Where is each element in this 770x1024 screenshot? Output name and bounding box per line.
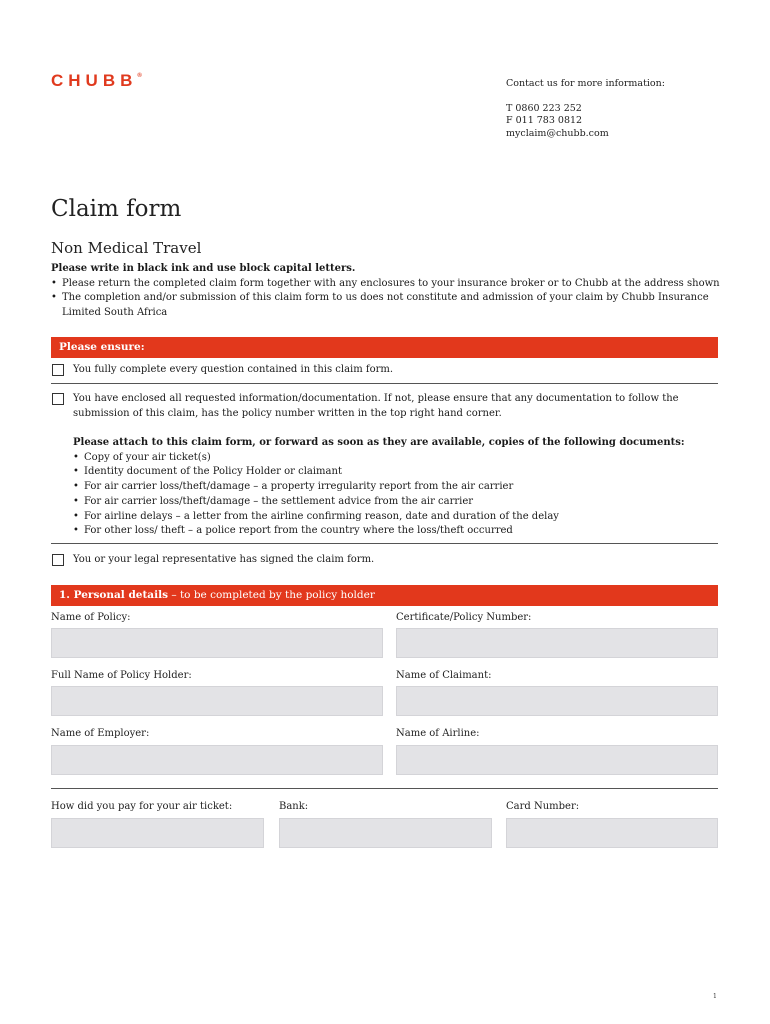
contact-email[interactable]: myclaim@chubb.com xyxy=(506,127,609,139)
attach-item: • For airline delays – a letter from the airline confirming reason, date and duration of the delay xyxy=(73,510,718,525)
policy-number-field[interactable] xyxy=(396,628,718,658)
policy-name-label: Name of Policy: xyxy=(51,612,131,623)
instruction-text: Please write in black ink and use block capital letters. xyxy=(51,263,356,274)
employer-name-label: Name of Employer: xyxy=(51,728,150,739)
claimant-name-field[interactable] xyxy=(396,686,718,716)
ensure-item-text: You or your legal representative has signed the claim form. xyxy=(73,554,375,565)
holder-name-field[interactable] xyxy=(51,686,383,716)
contact-block xyxy=(506,78,665,140)
contact-heading: Contact us for more information: xyxy=(506,78,665,89)
intro-block xyxy=(51,262,721,320)
registered-mark: ® xyxy=(137,73,142,79)
divider xyxy=(51,543,718,544)
chubb-logo xyxy=(51,71,142,91)
page-number: 1 xyxy=(713,993,717,1000)
section-personal-details-bar xyxy=(51,585,718,606)
card-number-field[interactable] xyxy=(506,818,718,848)
ensure-item-text: You have enclosed all requested information/documentation. If not, please ensure that any documentation to follow the submission of this claim, has the policy number written in the top right hand corner. xyxy=(73,393,679,419)
checkbox[interactable] xyxy=(52,364,64,376)
attach-heading: Please attach to this claim form, or forward as soon as they are available, copies of the following documents: xyxy=(73,437,685,448)
logo-text: CHUBB xyxy=(51,71,138,90)
attach-item: • For other loss/ theft – a police report from the country where the loss/theft occurred xyxy=(73,524,718,539)
ensure-item-text: You fully complete every question contained in this claim form. xyxy=(73,364,394,375)
ensure-item-signed xyxy=(51,553,718,568)
payment-method-label: How did you pay for your air ticket: xyxy=(51,801,233,812)
attach-item: • Copy of your air ticket(s) xyxy=(73,451,718,466)
ensure-header-bar xyxy=(51,337,718,358)
contact-phone: T 0860 223 252 xyxy=(506,102,582,114)
divider xyxy=(51,788,718,789)
page-title: Claim form xyxy=(51,196,182,222)
airline-name-field[interactable] xyxy=(396,745,718,775)
claimant-name-label: Name of Claimant: xyxy=(396,670,492,681)
policy-number-label: Certificate/Policy Number: xyxy=(396,612,532,623)
card-number-label: Card Number: xyxy=(506,801,580,812)
airline-name-label: Name of Airline: xyxy=(396,728,480,739)
page-subtitle: Non Medical Travel xyxy=(51,239,202,257)
intro-bullet: • Please return the completed claim form together with any enclosures to your insurance broker or to Chubb at the address shown xyxy=(51,277,721,292)
ensure-item-documents xyxy=(51,392,718,421)
ensure-heading: Please ensure: xyxy=(59,341,145,353)
policy-name-field[interactable] xyxy=(51,628,383,658)
divider xyxy=(51,383,718,384)
section-subtitle: – to be completed by the policy holder xyxy=(171,589,375,601)
contact-fax: F 011 783 0812 xyxy=(506,115,583,126)
bank-label: Bank: xyxy=(279,801,309,812)
checkbox[interactable] xyxy=(52,393,64,405)
attach-item: • Identity document of the Policy Holder or claimant xyxy=(73,465,718,480)
section-title: 1. Personal details xyxy=(59,589,169,601)
checkbox[interactable] xyxy=(52,554,64,566)
bank-field[interactable] xyxy=(279,818,492,848)
attach-item: • For air carrier loss/theft/damage – the settlement advice from the air carrier xyxy=(73,495,718,510)
payment-method-field[interactable] xyxy=(51,818,264,848)
ensure-item-complete xyxy=(51,363,718,378)
employer-name-field[interactable] xyxy=(51,745,383,775)
attach-item: • For air carrier loss/theft/damage – a property irregularity report from the air carrier xyxy=(73,480,718,495)
intro-bullet: • The completion and/or submission of this claim form to us does not constitute and admission of your claim by Chubb Insurance Limited South Africa xyxy=(51,291,721,320)
holder-name-label: Full Name of Policy Holder: xyxy=(51,670,192,681)
attach-documents-block xyxy=(73,436,718,539)
